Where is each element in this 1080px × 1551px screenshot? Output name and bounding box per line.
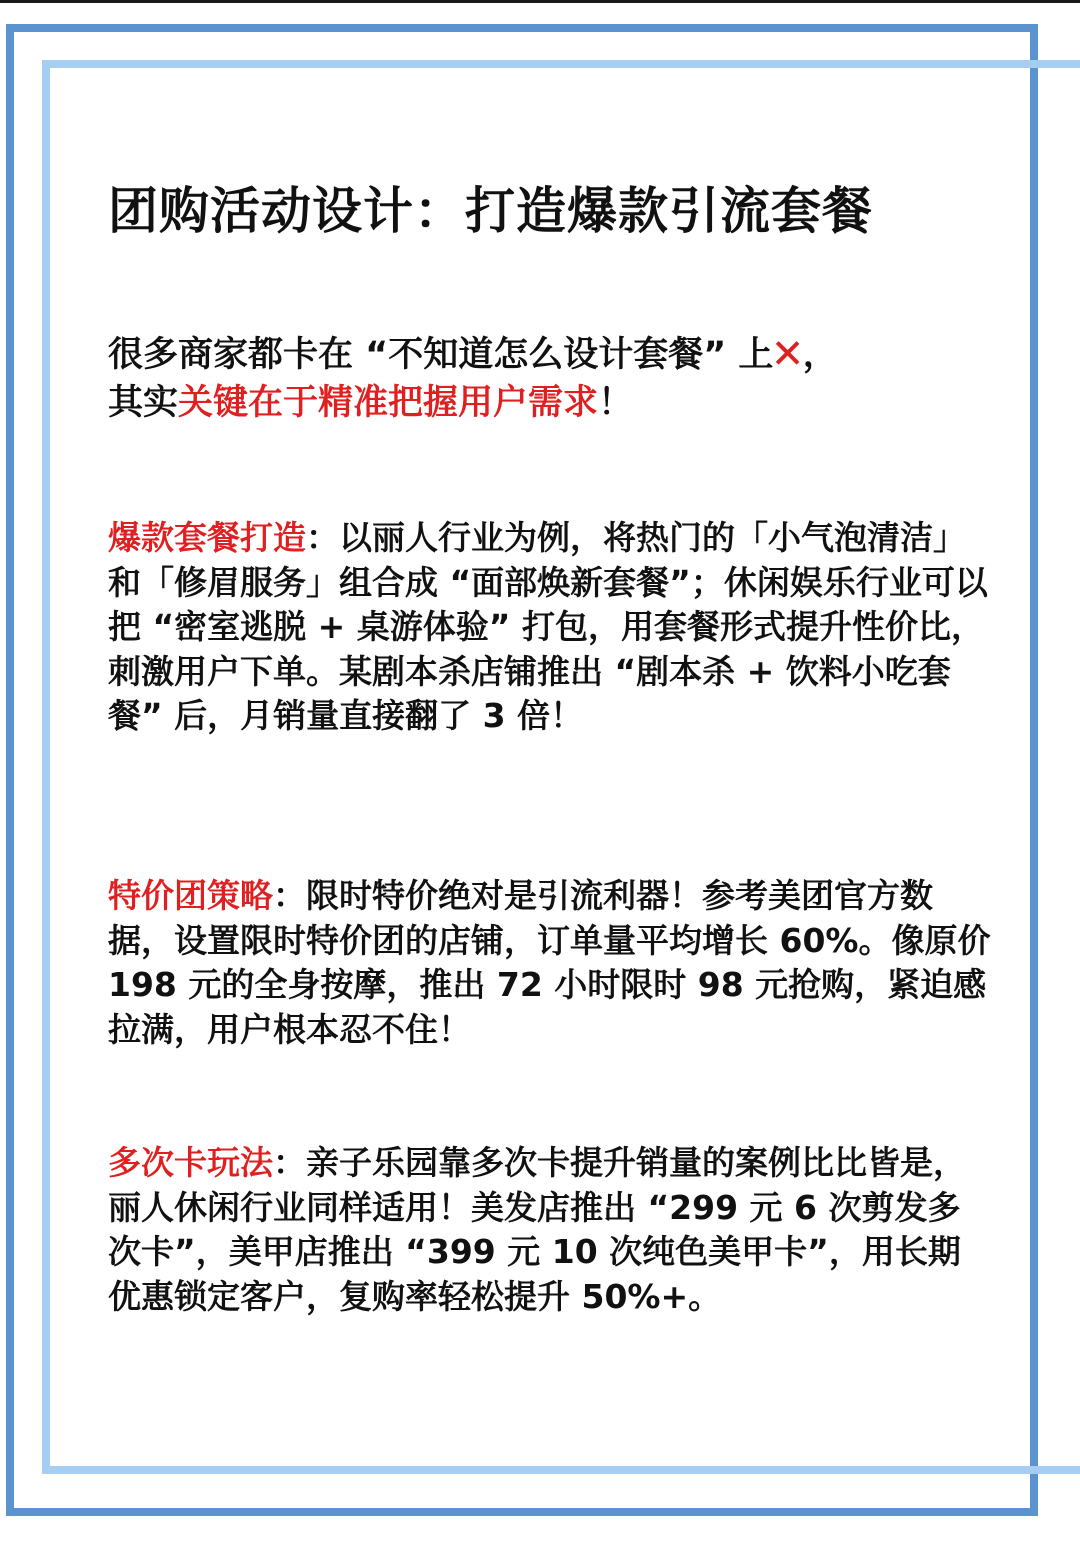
section-body: 限时特价绝对是引流利器！参考美团官方数据，设置限时特价团的店铺，订单量平均增长 60%。像原价 198 元的全身按摩，推出 72 小时限时 98 元抢购，紧迫感拉满，用户根本忍不住！: [108, 876, 991, 1049]
section-body: 以丽人行业为例，将热门的「小气泡清洁」和「修眉服务」组合成 “面部焕新套餐”；休闲娱乐行业可以把 “密室逃脱 + 桌游体验” 打包，用套餐形式提升性价比，刺激用户下单。某剧本杀店铺推出 “剧本杀 + 饮料小吃套餐” 后，月销量直接翻了 3 倍！: [108, 518, 988, 736]
section-heading: 多次卡玩法: [108, 1143, 273, 1182]
intro-comma: ，: [802, 335, 838, 375]
section-body: 亲子乐园靠多次卡提升销量的案例比比皆是，丽人休闲行业同样适用！美发店推出 “299 元 6 次剪发多次卡”，美甲店推出 “399 元 10 次纯色美甲卡”，用长期优惠锁定客户，复购率轻松提升 50%+。: [108, 1143, 966, 1316]
section-heading: 特价团策略: [108, 876, 273, 915]
intro-text: 很多商家都卡在 “不知道怎么设计套餐” 上: [108, 335, 774, 375]
intro-prefix: 其实: [108, 383, 179, 423]
section-colon: ：: [273, 1143, 306, 1182]
section-heading: 爆款套餐打造: [108, 518, 306, 557]
section-colon: ：: [273, 876, 306, 915]
intro-highlight: 关键在于精准把握用户需求: [178, 383, 599, 423]
intro-suffix: ！: [598, 383, 634, 423]
section-colon: ：: [306, 518, 339, 557]
section-special-price: [108, 874, 993, 1052]
section-multi-card: [108, 1141, 993, 1319]
top-divider-line: [0, 0, 1080, 3]
section-hot-package: [108, 516, 993, 739]
page-title: 团购活动设计：打造爆款引流套餐: [108, 182, 873, 240]
intro-paragraph: [108, 331, 993, 427]
cross-mark-icon: ✕: [771, 332, 805, 378]
